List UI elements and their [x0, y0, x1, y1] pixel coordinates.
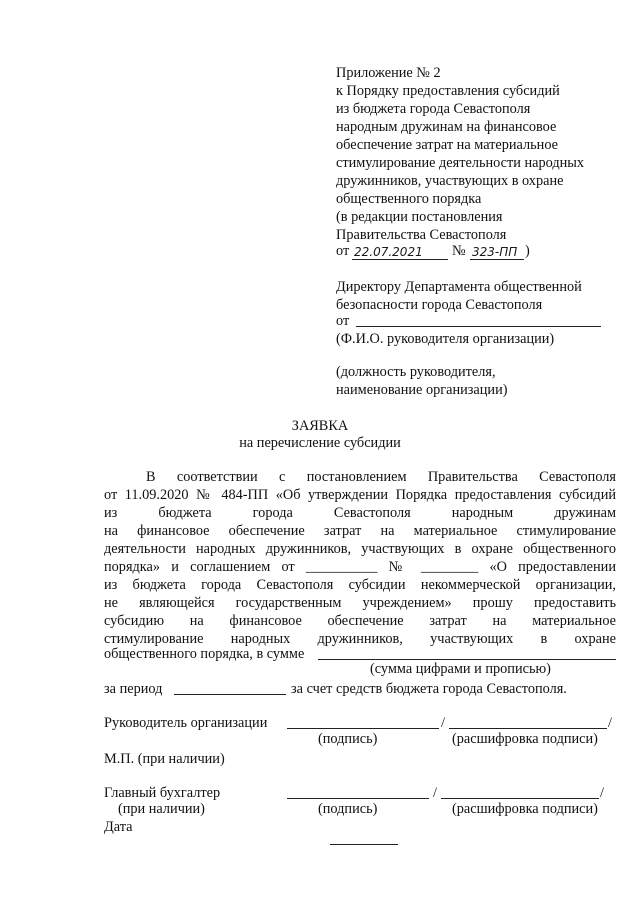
appendix-line: народным дружинам на финансовое: [336, 119, 557, 135]
period-suffix: за счет средств бюджета города Севастополя.: [291, 681, 567, 697]
appendix-line: из бюджета города Севастополя: [336, 101, 531, 117]
head-label: Руководитель организации: [104, 715, 268, 731]
appendix-line: стимулирование деятельности народных: [336, 155, 585, 171]
accountant-decode-field: [441, 797, 599, 799]
body-line: порядка» и соглашением от __________ № ________ «О предоставлении: [104, 559, 616, 575]
appendix-date-prefix: от: [336, 243, 350, 259]
position-hint: наименование организации): [336, 382, 508, 398]
body-line: не являющейся государственным учреждением» прошу предоставить: [104, 595, 616, 611]
period-label: за период: [104, 681, 163, 697]
slash: /: [433, 785, 437, 801]
appendix-line: (в редакции постановления: [336, 209, 503, 225]
appendix-number-field: [470, 245, 524, 260]
decode-hint: (расшифровка подписи): [452, 731, 598, 747]
signature-hint: (подпись): [318, 731, 378, 747]
accountant-sub-label: (при наличии): [118, 801, 205, 817]
appendix-line: к Порядку предоставления субсидий: [336, 83, 560, 99]
body-line: из бюджета города Севастополя субсидии некоммерческой организации,: [104, 577, 616, 593]
sum-label: общественного порядка, в сумме: [104, 646, 305, 662]
accountant-label: Главный бухгалтер: [104, 785, 221, 801]
head-decode-field: [449, 727, 607, 729]
body-line: В соответствии с постановлением Правительства Севастополя: [146, 469, 616, 485]
period-field: [174, 693, 286, 695]
appendix-close-paren: ): [525, 243, 530, 259]
body-line: субсидию на финансовое обеспечение затрат на материальное: [104, 613, 616, 629]
stamp-label: М.П. (при наличии): [104, 751, 225, 767]
appendix-line: общественного порядка: [336, 191, 482, 207]
appendix-number-handwritten: 323-ПП: [472, 245, 518, 259]
slash: /: [441, 715, 445, 731]
appendix-line: обеспечение затрат на материальное: [336, 137, 559, 153]
head-signature-field: [287, 727, 439, 729]
from-hint: (Ф.И.О. руководителя организации): [336, 331, 555, 347]
position-hint: (должность руководителя,: [336, 364, 496, 380]
body-line: стимулирование народных дружинников, участвующих в охране: [104, 631, 616, 647]
appendix-date-field: [352, 245, 448, 260]
appendix-number-prefix: №: [452, 243, 466, 259]
slash: /: [608, 715, 612, 731]
body-line: деятельности народных дружинников, участвующих в охране общественного: [104, 541, 616, 557]
appendix-line: Правительства Севастополя: [336, 227, 507, 243]
from-label: от: [336, 313, 350, 329]
signature-hint: (подпись): [318, 801, 378, 817]
accountant-signature-field: [287, 797, 429, 799]
appendix-date-handwritten: 22.07.2021: [354, 245, 423, 259]
sum-hint: (сумма цифрами и прописью): [370, 661, 551, 677]
slash: /: [600, 785, 604, 801]
addressee-line: безопасности города Севастополя: [336, 297, 543, 313]
date-label: Дата: [104, 819, 133, 835]
sum-field: [318, 658, 616, 660]
decode-hint: (расшифровка подписи): [452, 801, 598, 817]
body-line: от 11.09.2020 № 484-ПП «Об утверждении Порядка предоставления субсидий: [104, 487, 616, 503]
appendix-line: Приложение № 2: [336, 65, 441, 81]
document-title: ЗАЯВКА: [291, 418, 349, 434]
addressee-line: Директору Департамента общественной: [336, 279, 582, 295]
from-field: [356, 325, 601, 327]
document-subtitle: на перечисление субсидии: [239, 435, 401, 451]
appendix-line: дружинников, участвующих в охране: [336, 173, 564, 189]
body-line: на финансовое обеспечение затрат на материальное стимулирование: [104, 523, 616, 539]
closing-rule: [330, 843, 398, 845]
body-line: из бюджета города Севастополя народным дружинам: [104, 505, 616, 521]
